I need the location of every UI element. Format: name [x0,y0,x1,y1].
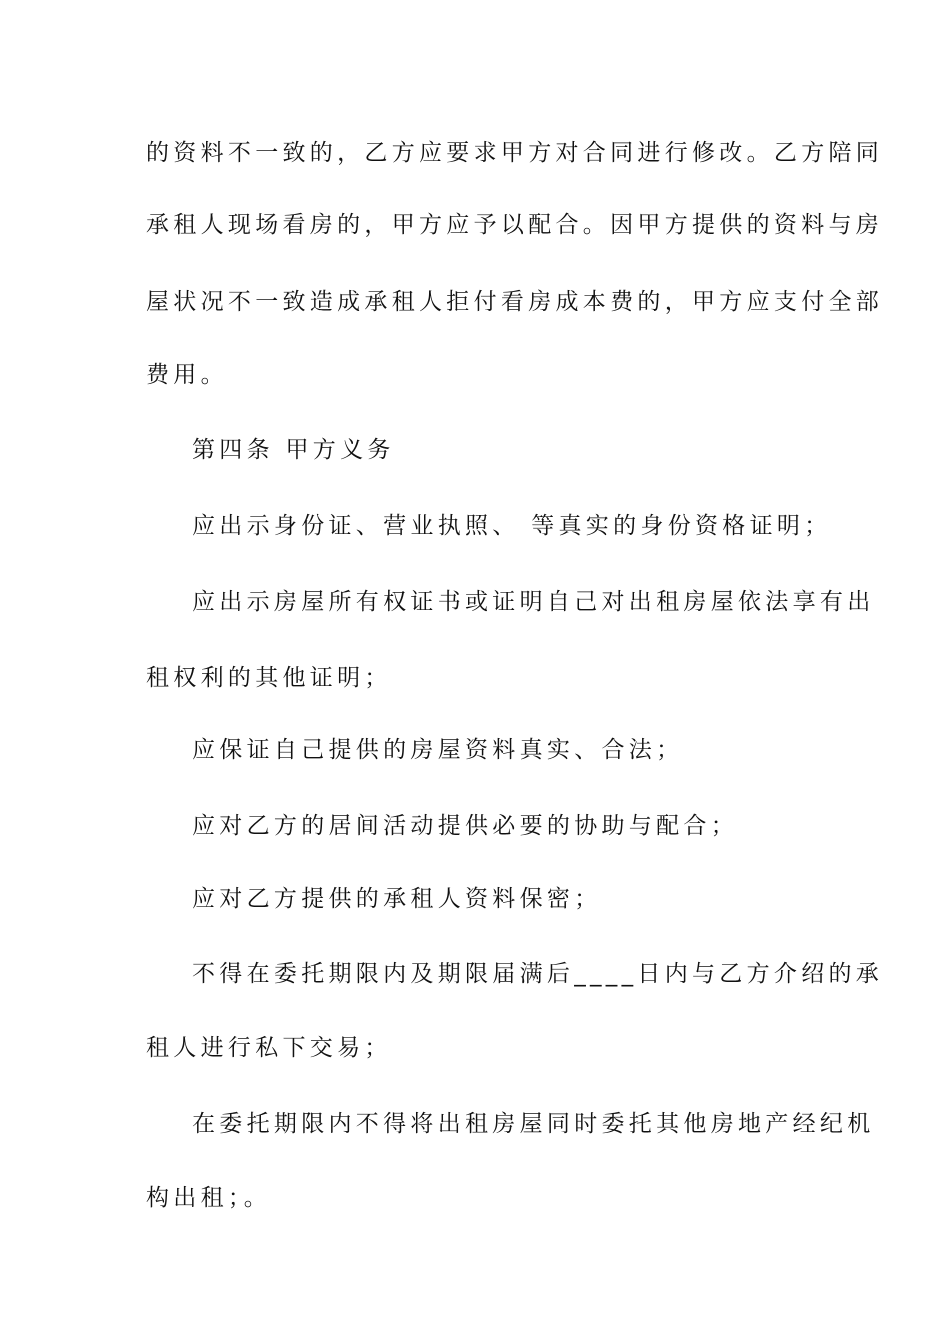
body-text-line: 的资料不一致的，乙方应要求甲方对合同进行修改。乙方陪同 [146,140,884,166]
obligation-item: 不得在委托期限内及期限届满后____日内与乙方介绍的承 [192,961,884,987]
body-text-line: 租权利的其他证明； [146,665,392,691]
body-text-line: 承租人现场看房的，甲方应予以配合。因甲方提供的资料与房 [146,212,884,238]
obligation-item: 应出示身份证、营业执照、 等真实的身份资格证明； [192,513,832,539]
obligation-item: 应保证自己提供的房屋资料真实、合法； [192,737,684,763]
body-text-line: 屋状况不一致造成承租人拒付看房成本费的，甲方应支付全部 [146,289,884,315]
body-text-line: 租人进行私下交易； [146,1035,392,1061]
body-text-line: 构出租；。 [146,1185,271,1211]
obligation-item: 应对乙方提供的承租人资料保密； [192,886,602,912]
obligation-item: 应出示房屋所有权证书或证明自己对出租房屋依法享有出 [192,589,875,615]
obligation-item: 在委托期限内不得将出租房屋同时委托其他房地产经纪机 [192,1111,875,1137]
section-heading: 第四条 甲方义务 [192,437,395,463]
obligation-item: 应对乙方的居间活动提供必要的协助与配合； [192,813,738,839]
body-text-line: 费用。 [146,362,228,388]
